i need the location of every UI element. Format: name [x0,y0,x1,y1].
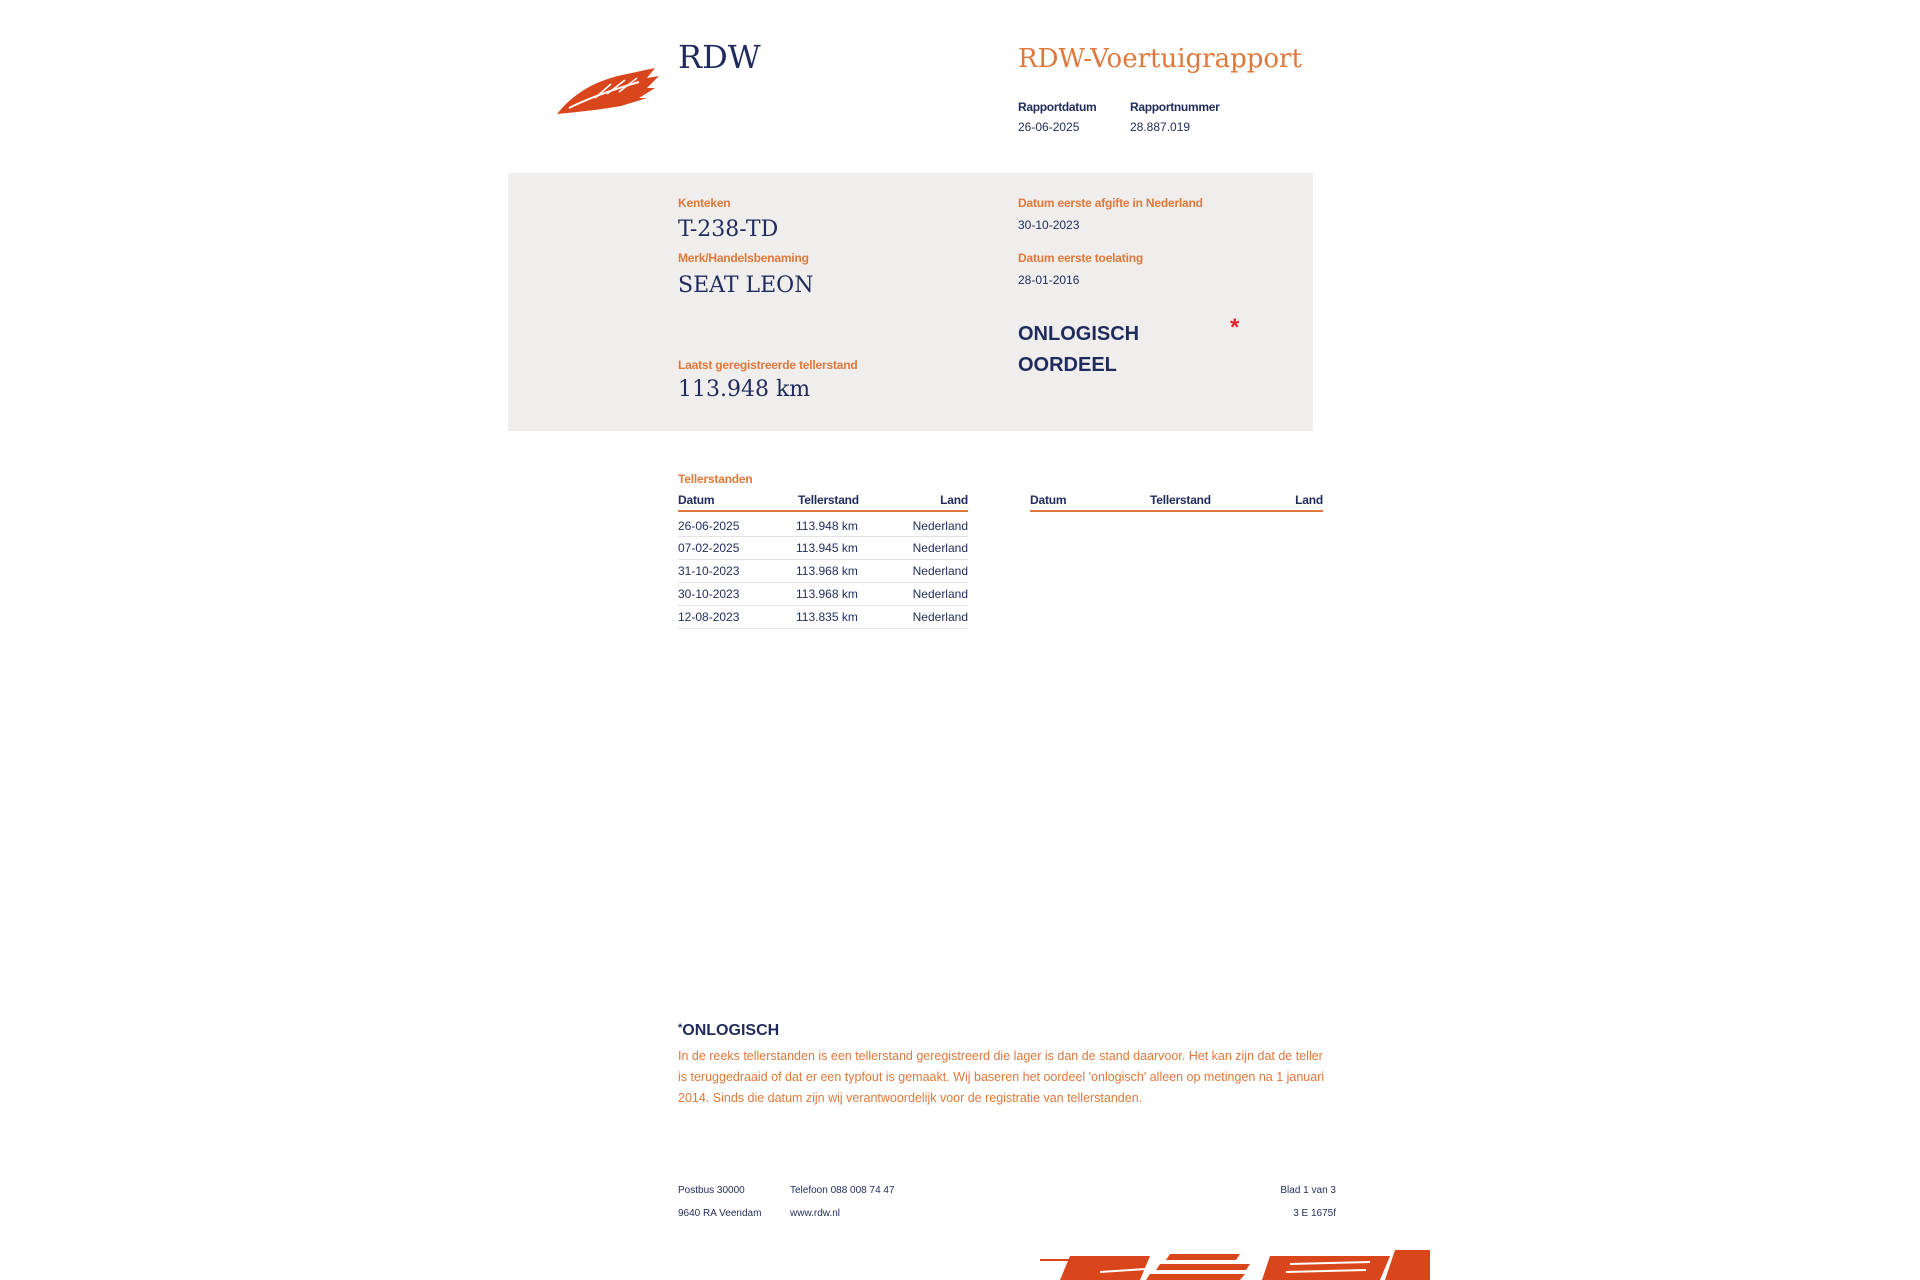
readings-table-right [1030,493,1323,512]
first-nl-value: 30-10-2023 [1018,218,1080,232]
vehicle-panel [508,173,1313,431]
reading-date: 26-06-2025 [678,511,796,537]
table-row [678,537,968,560]
reading-country: Nederland [896,511,968,537]
odometer-label: Laatst geregistreerde tellerstand [678,358,858,372]
plate-value: T-238-TD [678,217,779,242]
reading-value: 113.945 km [796,537,896,560]
reading-country: Nederland [896,606,968,629]
note-body: In de reeks tellerstanden is een tellerstand geregistreerd die lager is dan de stand daarvoor. Het kan zijn dat de teller is teruggedraaid of dat er een typfout is gemaakt. Wij baseren het oordeel 'onlogisch' alleen op metingen na 1 januari 2014. Sinds die datum zijn wij verantwoordelijk voor de registratie van tellerstanden. [678,1049,1325,1105]
first-admission-value: 28-01-2016 [1018,273,1080,287]
rdw-feather-icon [555,58,665,118]
readings-header-row [678,493,968,511]
footer-code: 3 E 1675f [1293,1208,1336,1219]
first-admission-label: Datum eerste toelating [1018,251,1143,265]
report-number-label: Rapportnummer [1130,100,1220,114]
column-header-date-right: Datum [1030,493,1150,511]
readings-header-row-right [1030,493,1323,511]
footer-page: Blad 1 van 3 [1280,1185,1336,1196]
first-nl-label: Datum eerste afgifte in Nederland [1018,196,1203,210]
note-title [678,1022,779,1040]
reading-date: 30-10-2023 [678,583,796,606]
brand-name: RDW [678,38,761,76]
make-value: SEAT LEON [678,273,814,298]
rdw-logo [555,58,665,118]
reading-value: 113.968 km [796,560,896,583]
reading-country: Nederland [896,583,968,606]
reading-value: 113.835 km [796,606,896,629]
table-row [678,583,968,606]
reading-date: 12-08-2023 [678,606,796,629]
verdict-asterisk: * [1230,314,1240,341]
verdict-line-1: ONLOGISCH [1018,323,1140,345]
table-row [678,606,968,629]
column-header-country: Land [896,493,968,511]
column-header-reading: Tellerstand [796,493,896,511]
footer-address-line-1: Postbus 30000 [678,1185,745,1196]
report-date-label: Rapportdatum [1018,100,1097,114]
reading-date: 07-02-2025 [678,537,796,560]
readings-title: Tellerstanden [678,472,753,486]
reading-date: 31-10-2023 [678,560,796,583]
column-header-reading-right: Tellerstand [1150,493,1250,511]
odometer-value: 113.948 km [678,377,811,402]
column-header-country-right: Land [1250,493,1323,511]
note-asterisk: * [678,1022,683,1034]
verdict-line-2: OORDEEL [1018,354,1117,376]
make-label: Merk/Handelsbenaming [678,251,809,265]
table-row [678,511,968,537]
footer-address-line-2: 9640 RA Veendam [678,1208,762,1219]
reading-value: 113.968 km [796,583,896,606]
footer-stripes-icon [1040,1250,1430,1280]
column-header-date: Datum [678,493,796,511]
panel-bottom-notch [508,413,628,437]
footer-website: www.rdw.nl [790,1208,841,1219]
report-date: 26-06-2025 [1018,120,1080,134]
reading-value: 113.948 km [796,511,896,537]
plate-label: Kenteken [678,196,731,210]
note-title-text: ONLOGISCH [682,1022,780,1039]
reading-country: Nederland [896,560,968,583]
readings-table-left [678,493,968,629]
reading-country: Nederland [896,537,968,560]
report-title: RDW-Voertuigrapport [1018,44,1302,74]
table-row [678,560,968,583]
report-number: 28.887.019 [1130,120,1191,134]
footer-phone: Telefoon 088 008 74 47 [790,1185,895,1196]
